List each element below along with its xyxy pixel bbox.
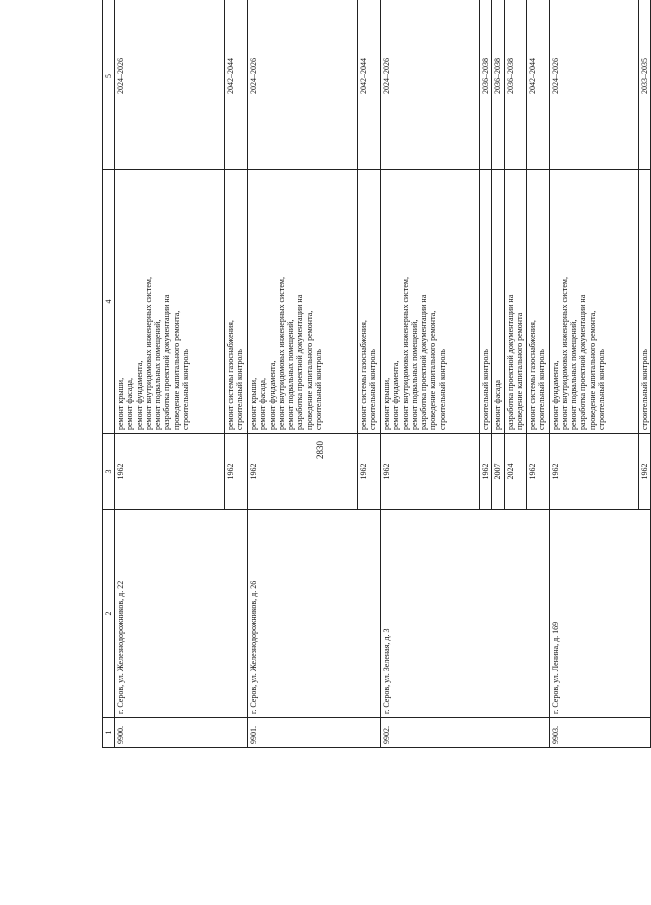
works-cell	[549, 170, 638, 434]
works-cell	[638, 170, 650, 434]
work-item: ремонт подвальных помещений,	[286, 319, 296, 430]
work-item: ремонт фундамента,	[267, 360, 277, 430]
works-cell	[115, 170, 225, 434]
column-header: 1	[103, 718, 115, 748]
work-item: строительный контроль	[314, 349, 324, 430]
page-number: 2830	[315, 441, 325, 459]
year-cell: 1962	[225, 434, 248, 510]
work-item: строительный контроль	[597, 349, 607, 430]
period-cell: 2042–2044	[526, 0, 549, 170]
year-cell: 1962	[115, 434, 225, 510]
period-cell: 2024–2026	[115, 0, 225, 170]
year-cell: 2007	[492, 434, 504, 510]
table-row	[381, 0, 480, 748]
year-cell: 1962	[638, 434, 650, 510]
works-cell	[480, 170, 492, 434]
period-cell: 2024–2026	[381, 0, 480, 170]
address-cell: г. Серов, ул. Железнодорожников, д. 26	[248, 510, 381, 718]
work-item: ремонт внутридомовых инженерных систем,	[143, 277, 153, 430]
work-item: разработка проектной документации на	[295, 294, 305, 430]
work-item: строительный контроль	[536, 349, 546, 430]
table-row	[115, 0, 225, 748]
work-item: строительный контроль	[368, 349, 378, 430]
work-item: разработка проектной документации на	[162, 294, 172, 430]
work-item: строительный контроль	[181, 349, 191, 430]
work-item: ремонт фасада,	[258, 378, 268, 430]
year-cell: 1962	[248, 434, 358, 510]
period-cell: 2036–2038	[480, 0, 492, 170]
column-header: 5	[103, 0, 115, 170]
header-row	[103, 0, 115, 748]
work-item: ремонт крыши,	[116, 377, 125, 430]
year-cell: 1962	[358, 434, 381, 510]
works-cell	[504, 170, 526, 434]
work-item: ремонт крыши,	[382, 377, 391, 430]
entry-number: 9901.	[248, 718, 381, 748]
period-cell: 2042–2044	[225, 0, 248, 170]
work-item: ремонт фасада,	[125, 378, 135, 430]
entry-number: 9902.	[381, 718, 550, 748]
entry-number: 9903.	[549, 718, 650, 748]
works-cell	[381, 170, 480, 434]
year-cell: 1962	[526, 434, 549, 510]
work-item: ремонт внутридомовых инженерных систем,	[559, 277, 569, 430]
work-item: строительный контроль	[235, 349, 245, 430]
work-item: ремонт подвальных помещений,	[153, 319, 163, 430]
column-header: 4	[103, 170, 115, 434]
year-cell: 1962	[381, 434, 480, 510]
work-item: ремонт системы газоснабжения,	[527, 320, 537, 430]
table-row	[248, 0, 358, 748]
work-item: ремонт фундамента,	[134, 360, 144, 430]
column-header: 3	[103, 434, 115, 510]
works-cell	[358, 170, 381, 434]
work-item: ремонт подвальных помещений,	[569, 319, 579, 430]
work-item: строительный контроль	[639, 349, 649, 430]
repair-schedule-table	[102, 0, 651, 748]
table-row	[549, 0, 638, 748]
works-cell	[492, 170, 504, 434]
address-cell: г. Серов, ул. Железнодорожников, д. 22	[115, 510, 248, 718]
work-item: строительный контроль	[437, 349, 447, 430]
work-item: проведение капитального ремонта,	[428, 310, 438, 430]
address-cell: г. Серов, ул. Ленина, д. 169	[549, 510, 650, 718]
work-item: ремонт фундамента,	[550, 360, 560, 430]
entry-number: 9900.	[115, 718, 248, 748]
period-cell: 2042–2044	[358, 0, 381, 170]
work-item: ремонт фасада	[493, 380, 503, 430]
column-header: 2	[103, 510, 115, 718]
rotated-page	[102, 0, 649, 748]
work-item: ремонт системы газоснабжения,	[359, 320, 368, 430]
year-cell: 2024	[504, 434, 526, 510]
work-item: ремонт внутридомовых инженерных систем,	[276, 277, 286, 430]
period-cell: 2036–2038	[492, 0, 504, 170]
work-item: проведение капитального ремонта,	[171, 310, 181, 430]
period-cell: 2024–2026	[549, 0, 638, 170]
period-cell: 2033–2035	[638, 0, 650, 170]
address-cell: г. Серов, ул. Зеленая, д. 3	[381, 510, 550, 718]
work-item: проведение капитального ремонта,	[587, 310, 597, 430]
works-cell	[225, 170, 248, 434]
work-item: разработка проектной документации на	[505, 294, 515, 430]
work-item: проведение капитального ремонта	[514, 312, 524, 430]
work-item: ремонт внутридомовых инженерных систем,	[400, 277, 410, 430]
period-cell: 2036–2038	[504, 0, 526, 170]
year-cell: 1962	[480, 434, 492, 510]
works-cell	[248, 170, 358, 434]
works-cell	[526, 170, 549, 434]
work-item: ремонт крыши,	[249, 377, 258, 430]
work-item: проведение капитального ремонта,	[304, 310, 314, 430]
work-item: разработка проектной документации на	[419, 294, 429, 430]
work-item: ремонт подвальных помещений,	[409, 319, 419, 430]
period-cell: 2024–2026	[248, 0, 358, 170]
work-item: ремонт фундамента,	[391, 360, 401, 430]
year-cell: 1962	[549, 434, 638, 510]
work-item: строительный контроль	[481, 349, 490, 430]
work-item: ремонт системы газоснабжения,	[226, 320, 235, 430]
work-item: разработка проектной документации на	[578, 294, 588, 430]
table-body	[115, 0, 651, 748]
